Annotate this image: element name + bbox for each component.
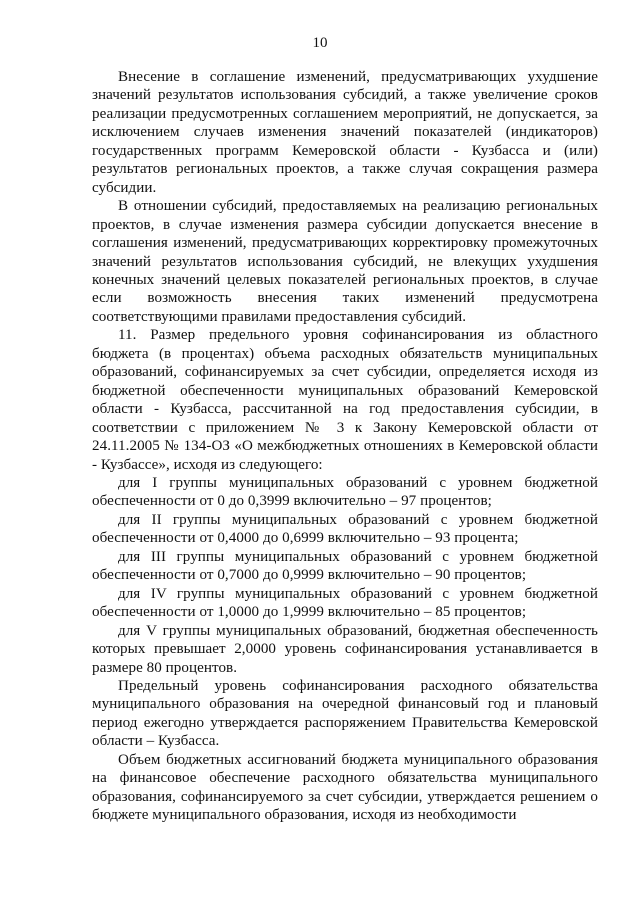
paragraph-amendment-restrictions: Внесение в соглашение изменений, предусматривающих ухудшение значений результатов использования субсидий, а также увеличение сроков реализации предусмотренных соглашением мероприятий, не допускается, за исключением случаев изменения значений показателей (индикаторов) государственных программ Кемеровской области - Кузбасса и (или) результатов региональных проектов, а также случая сокращения размера субсидии. <box>92 69 598 196</box>
paragraph-cofinancing-limit: 11. Размер предельного уровня софинансирования из областного бюджета (в процентах) объема расходных обязательств муниципальных образований, софинансируемых за счет субсидии, определяется исходя из бюджетной обеспеченности муниципальных образований Кемеровской области - Кузбасса, рассчитанной на год предоставления субсидии, в соответствии с приложением № 3 к Закону Кемеровской области от 24.11.2005 № 134-ОЗ «О межбюджетных отношениях в Кемеровской области - Кузбассе», исходя из следующего: <box>92 327 598 473</box>
paragraph-group-4: для IV группы муниципальных образований с уровнем бюджетной обеспеченности от 1,0000 до 1,9999 включительно – 85 процентов; <box>92 585 598 621</box>
paragraph-group-1: для I группы муниципальных образований с уровнем бюджетной обеспеченности от 0 до 0,3999 включительно – 97 процентов; <box>92 474 598 510</box>
paragraph-budget-allocation: Объем бюджетных ассигнований бюджета муниципального образования на финансовое обеспечение расходного обязательства муниципального образования, софинансируемого за счет субсидии, утверждается решением о бюджете муниципального образования, исходя из необходимости <box>92 751 598 824</box>
paragraph-group-2: для II группы муниципальных образований с уровнем бюджетной обеспеченности от 0,4000 до 0,6999 включительно – 93 процента; <box>92 511 598 547</box>
document-body <box>92 68 598 825</box>
paragraph-group-3: для III группы муниципальных образований с уровнем бюджетной обеспеченности от 0,7000 до 0,9999 включительно – 90 процентов; <box>92 548 598 584</box>
paragraph-group-5: для V группы муниципальных образований, бюджетная обеспеченность которых превышает 2,0000 уровень софинансирования устанавливается в размере 80 процентов. <box>92 622 598 676</box>
paragraph-annual-approval: Предельный уровень софинансирования расходного обязательства муниципального образования на очередной финансовый год и плановый период ежегодно утверждается распоряжением Правительства Кемеровской области – Кузбасса. <box>92 677 598 750</box>
page-number: 10 <box>312 35 328 51</box>
paragraph-regional-projects: В отношении субсидий, предоставляемых на реализацию региональных проектов, в случае изменения размера субсидии допускается внесение в соглашения изменений, предусматривающих корректировку промежуточных значений результатов использования субсидий, не влекущих ухудшения конечных значений целевых показателей региональных проектов, в случае если возможность внесения таких изменений предусмотрена соответствующими правилами предоставления субсидий. <box>92 198 598 325</box>
